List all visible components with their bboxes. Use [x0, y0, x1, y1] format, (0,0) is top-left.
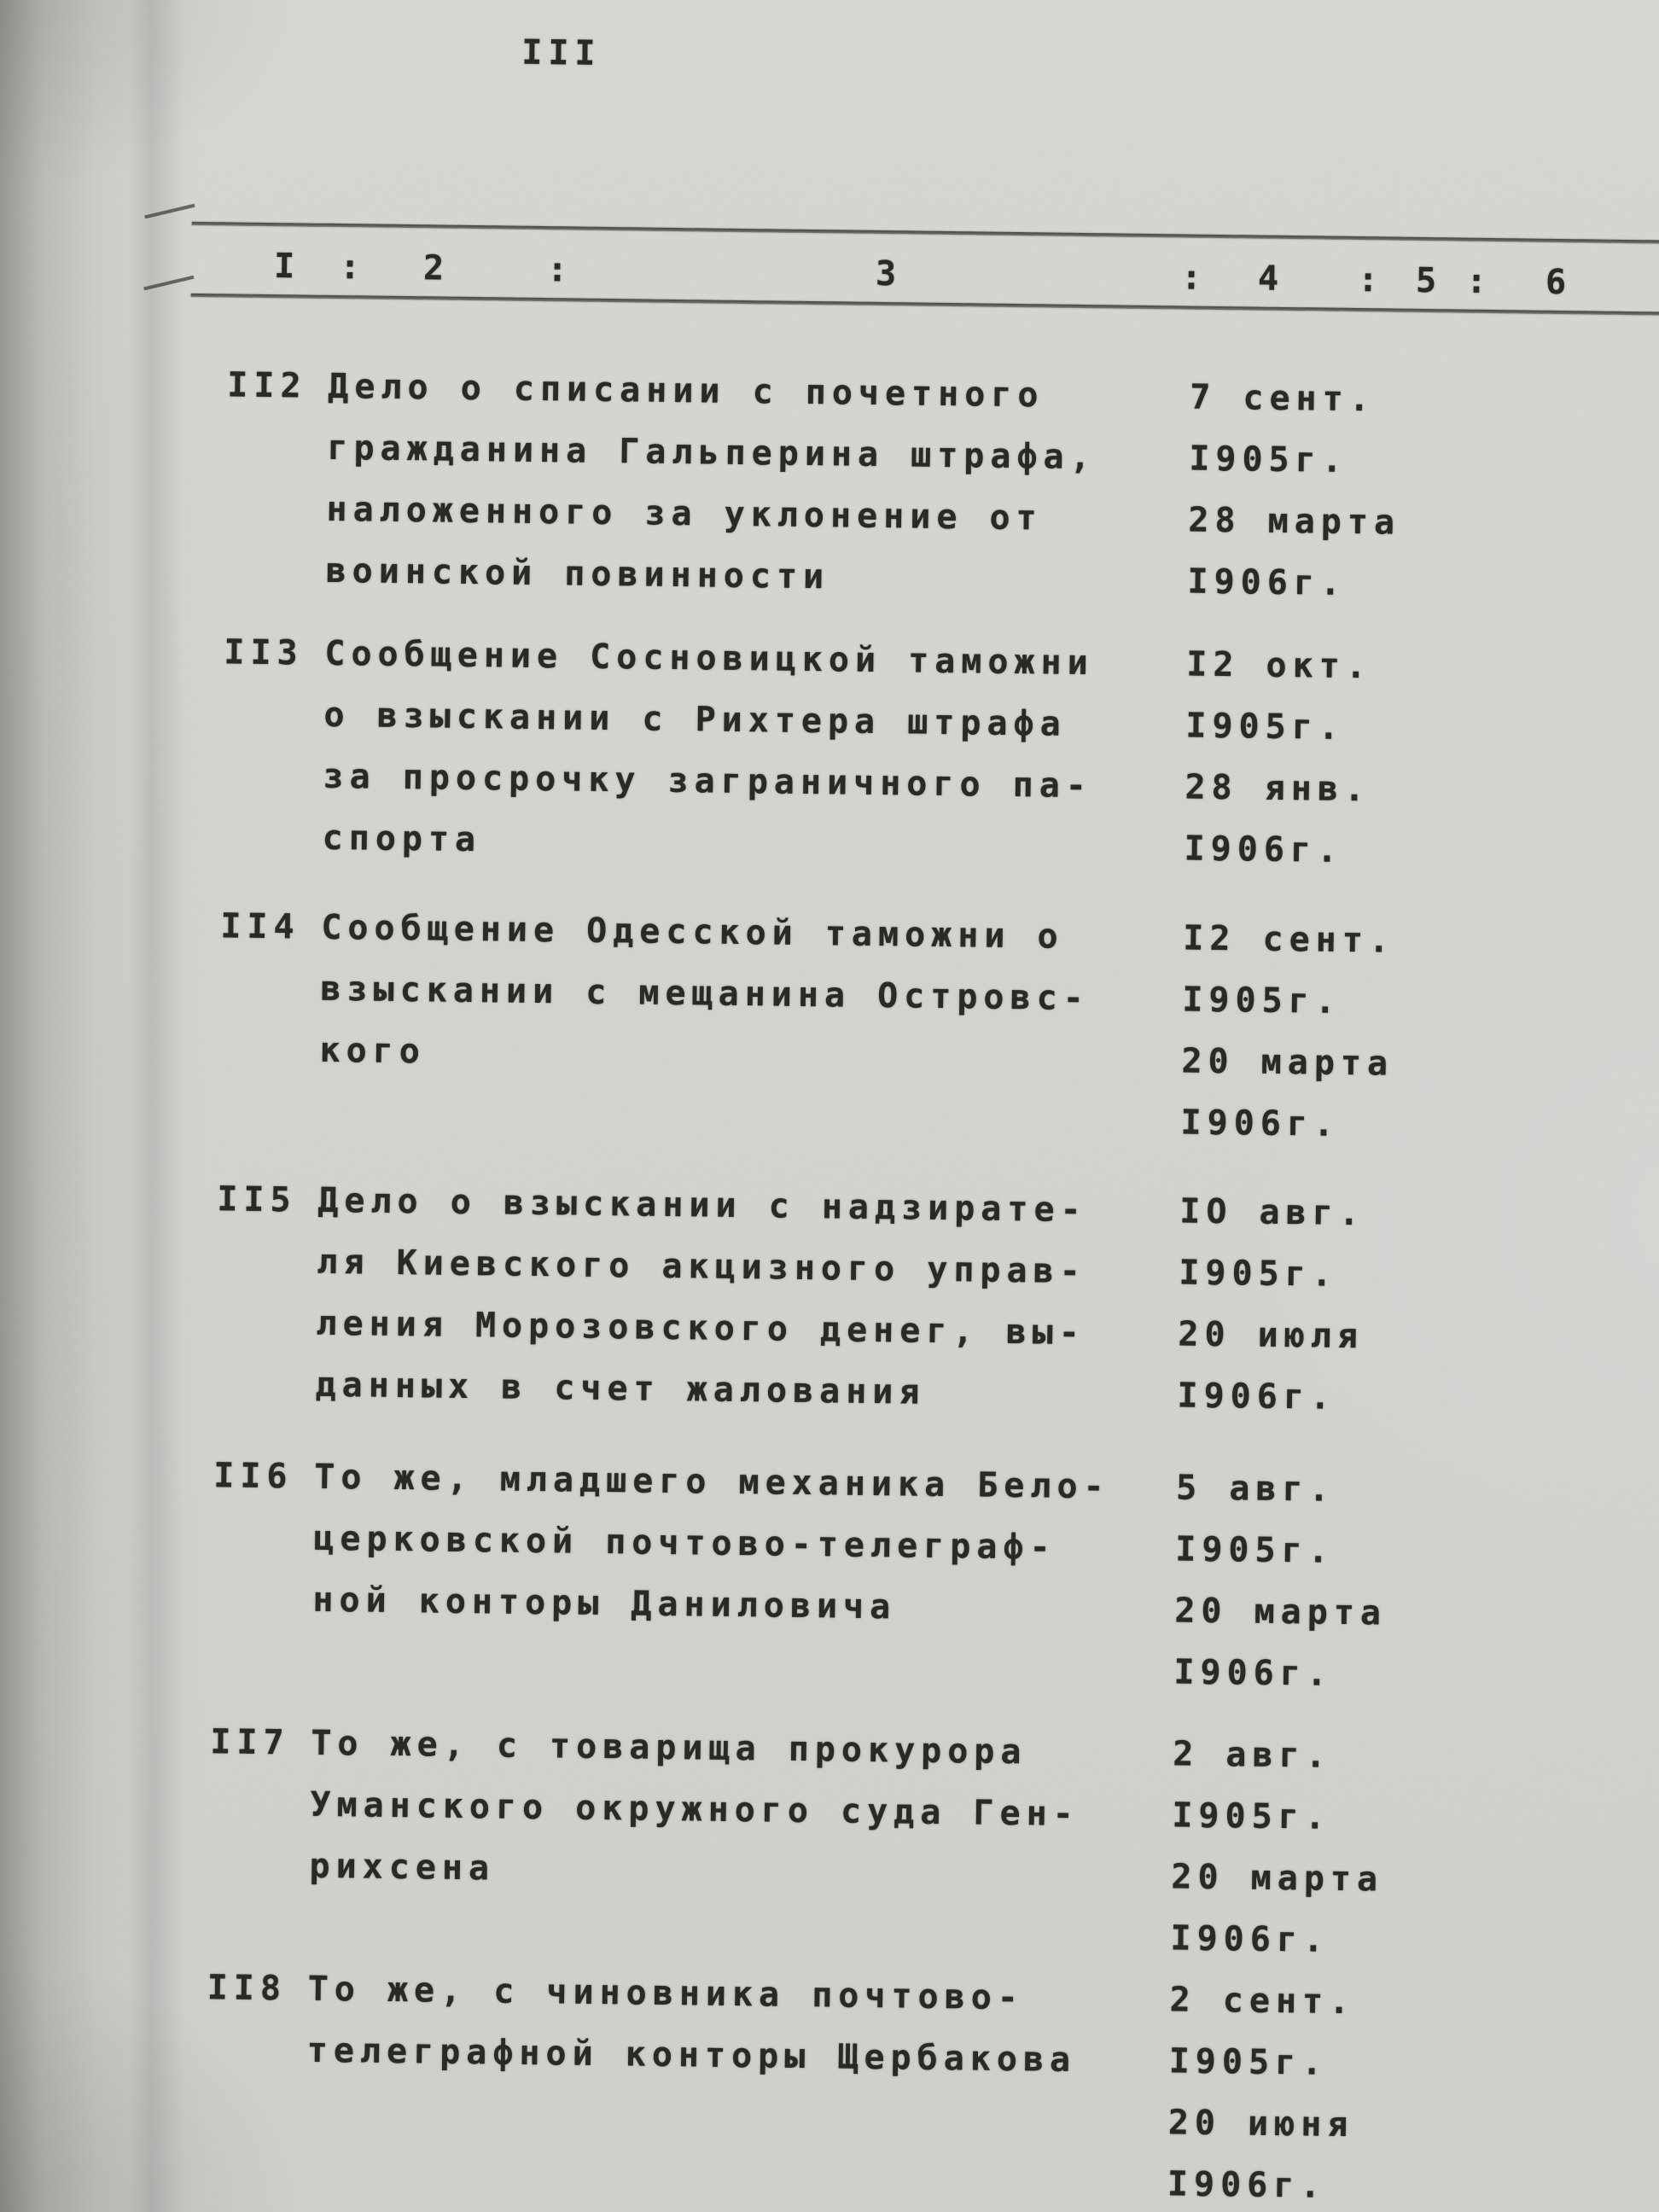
entry-description [319, 897, 1175, 1092]
entry-description-line: То же, младшего механика Бело- [313, 1457, 1110, 1507]
entry-date-line: I2 окт. [1186, 644, 1373, 687]
entry-date-line: 20 марта [1171, 1857, 1384, 1900]
entry-date-line: 5 авг. [1175, 1468, 1336, 1510]
table-row [0, 1166, 1644, 1417]
entry-description-line: наложенного за уклонение от [326, 489, 1043, 538]
entry-date-line: I906г. [1167, 2164, 1327, 2206]
column-separator: : [1465, 261, 1493, 302]
entry-description-line: Сообщение Сосновицкой таможни [324, 633, 1095, 684]
column-header-3: 3 [875, 253, 903, 294]
entry-date-line: I906г. [1173, 1652, 1334, 1694]
entry-date-line: 2 авг. [1172, 1734, 1333, 1776]
table-row [0, 893, 1648, 1144]
entry-date-line: I905г. [1185, 706, 1346, 748]
entry-dates [1177, 1180, 1462, 1429]
entry-description-line: спорта [322, 818, 482, 860]
column-header-2: 2 [422, 248, 451, 288]
entry-date-line: I905г. [1175, 1529, 1336, 1571]
entry-date-line: 20 июля [1178, 1314, 1365, 1357]
entry-number: II7 [210, 1722, 290, 1763]
entry-description-line: взыскании с мещанина Островс- [320, 969, 1091, 1019]
table-row [0, 619, 1651, 870]
column-separator: : [546, 250, 574, 290]
table-row [0, 352, 1655, 603]
column-header-1: I [273, 247, 301, 287]
column-header-5: 5 [1415, 260, 1443, 301]
entry-description [325, 356, 1182, 613]
entry-number: II2 [227, 365, 307, 406]
entry-date-line: 2 сент. [1169, 1980, 1356, 2023]
entry-number: II8 [207, 1968, 288, 2009]
entry-number: II6 [213, 1456, 294, 1497]
entry-description-line: ля Киевского акцизного управ- [317, 1242, 1087, 1292]
entry-description [309, 1713, 1165, 1908]
entry-number: II4 [220, 906, 300, 947]
entry-description-line: Дело о списании с почетного [328, 366, 1045, 416]
entry-date-line: 28 янв. [1185, 767, 1371, 810]
entry-dates [1180, 908, 1465, 1157]
column-header-6: 6 [1545, 262, 1573, 303]
entry-date-line: 20 марта [1174, 1591, 1388, 1633]
entry-date-line: 28 марта [1188, 500, 1401, 543]
table-header-rule-top [192, 222, 1659, 244]
entry-description [322, 623, 1179, 880]
column-separator: : [339, 247, 367, 288]
entry-description-line: телеграфной конторы Щербакова [306, 2030, 1077, 2081]
column-separator: : [1357, 260, 1385, 300]
entry-dates [1167, 1969, 1452, 2212]
entry-date-line: 7 сент. [1189, 377, 1377, 420]
entry-description-line: церковской почтово-телеграф- [313, 1518, 1057, 1568]
entry-date-line: I905г. [1168, 2041, 1329, 2083]
entry-description-line: Уманского окружного суда Ген- [310, 1784, 1080, 1835]
entry-date-line: I905г. [1172, 1796, 1332, 1837]
entry-description-line: Сообщение Одесской таможни о [321, 907, 1064, 957]
entry-date-line: I905г. [1179, 1253, 1339, 1295]
entry-description-line: ления Морозовского денег, вы- [316, 1303, 1086, 1353]
entry-date-line: I906г. [1180, 1103, 1341, 1144]
entry-number: II3 [224, 632, 304, 673]
entry-description-line: ной конторы Даниловича [312, 1580, 897, 1627]
entry-number: II5 [217, 1179, 297, 1220]
entry-dates [1184, 634, 1469, 883]
entry-date-line: I906г. [1184, 829, 1344, 870]
table-row [0, 1708, 1638, 1960]
entry-description [306, 1959, 1161, 2093]
table-row [0, 1442, 1641, 1694]
entry-description-line: То же, с товарища прокурора [311, 1723, 1027, 1773]
column-header-4: 4 [1257, 259, 1285, 299]
entry-dates [1187, 367, 1472, 616]
entry-description-line: воинской повинности [325, 550, 830, 597]
entry-date-line: I905г. [1189, 439, 1349, 480]
entry-description [312, 1447, 1168, 1642]
entry-description [315, 1170, 1172, 1427]
entry-date-line: I2 сент. [1183, 918, 1396, 961]
entry-date-line: I905г. [1182, 980, 1342, 1022]
entry-description-line: Дело о взыскании с надзирате- [317, 1180, 1087, 1231]
entry-date-line: 20 июня [1167, 2103, 1354, 2145]
entry-description-line: данных в счет жалования [315, 1365, 926, 1412]
entry-date-line: IO авг. [1179, 1191, 1366, 1234]
entry-description-line: рихсена [309, 1846, 496, 1889]
page-number: III [521, 32, 602, 73]
entry-description-line: гражданина Гальперина штрафа, [327, 428, 1097, 478]
entry-date-line: I906г. [1187, 562, 1348, 603]
entry-date-line: I906г. [1170, 1918, 1330, 1960]
entry-date-line: I906г. [1177, 1376, 1337, 1417]
entry-date-line: 20 марта [1181, 1041, 1394, 1084]
entry-description-line: о взыскании с Рихтера штрафа [323, 695, 1068, 744]
entry-dates [1170, 1723, 1455, 1972]
entry-description-line: за просрочку заграничного па- [323, 756, 1093, 806]
entry-description-line: То же, с чиновника почтово- [307, 1969, 1025, 2018]
entry-description-line: кого [319, 1030, 427, 1072]
column-separator: : [1180, 258, 1208, 298]
entry-dates [1173, 1457, 1458, 1706]
